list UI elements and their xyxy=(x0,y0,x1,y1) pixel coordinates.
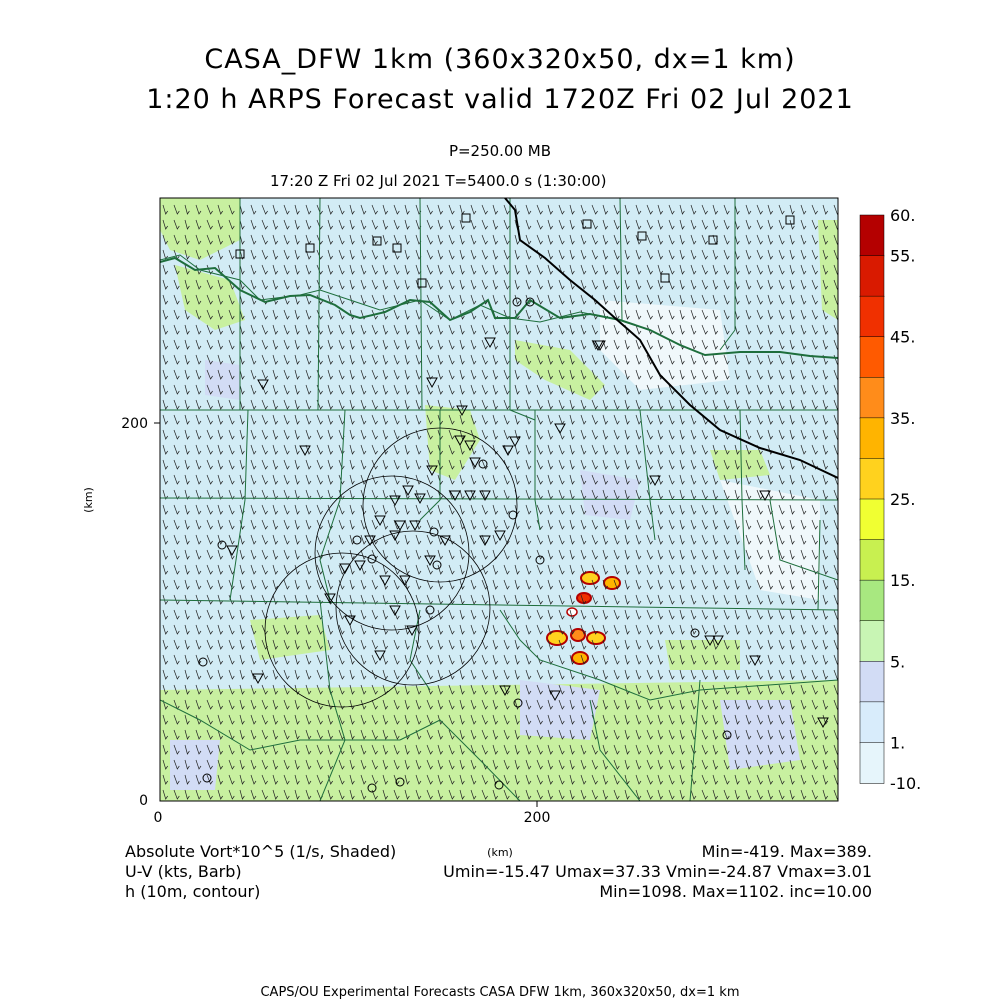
title-line-1: CASA_DFW 1km (360x320x50, dx=1 km) xyxy=(204,44,796,75)
y-tick-label: 0 xyxy=(139,793,148,809)
colorbar-segment xyxy=(860,702,884,743)
pressure-label: P=250.00 MB xyxy=(448,142,552,160)
vorticity-stats: Min=-419. Max=389. xyxy=(701,842,872,861)
colorbar-segment xyxy=(860,580,884,621)
colorbar-segment xyxy=(860,621,884,662)
colorbar-segment xyxy=(860,418,884,459)
x-axis-label: (km) xyxy=(487,846,513,859)
colorbar-segment xyxy=(860,661,884,702)
x-tick-label: 200 xyxy=(523,810,551,826)
colorbar-segment xyxy=(860,742,884,783)
colorbar-label: 35. xyxy=(890,408,916,428)
vorticity-region xyxy=(710,450,770,480)
field-label-height: h (10m, contour) xyxy=(125,882,261,901)
colorbar-label: 1. xyxy=(890,733,906,753)
field-label-vorticity: Absolute Vort*10^5 (1/s, Shaded) xyxy=(125,842,397,861)
colorbar-label: 25. xyxy=(890,490,916,509)
y-tick-label: 200 xyxy=(121,416,148,432)
vorticity-region-low xyxy=(170,740,220,790)
colorbar-label: 60. xyxy=(890,206,916,225)
colorbar xyxy=(860,206,921,793)
colorbar-label: 15. xyxy=(890,571,916,591)
field-label-wind: U-V (kts, Barb) xyxy=(125,862,242,881)
y-axis-label: (km) xyxy=(82,487,95,513)
credit-line: CAPS/OU Experimental Forecasts CASA DFW 1km, 360x320x50, dx=1 km xyxy=(260,985,740,1000)
time-label: 17:20 Z Fri 02 Jul 2021 T=5400.0 s (1:30:00) xyxy=(270,172,607,190)
colorbar-segment xyxy=(860,296,884,337)
title-line-2: 1:20 h ARPS Forecast valid 1720Z Fri 02 Jul 2021 xyxy=(146,84,854,115)
colorbar-label: 5. xyxy=(890,652,906,672)
colorbar-segment xyxy=(860,337,884,378)
vorticity-region-low xyxy=(520,680,600,740)
colorbar-label: 55. xyxy=(890,246,916,266)
x-tick-label: 0 xyxy=(153,810,163,826)
vorticity-region-low xyxy=(720,700,800,770)
height-stats: Min=1098. Max=1102. inc=10.00 xyxy=(599,882,872,901)
colorbar-label: -10. xyxy=(890,774,922,793)
colorbar-segment xyxy=(860,499,884,540)
colorbar-label: 45. xyxy=(890,327,916,347)
colorbar-segment xyxy=(860,377,884,418)
vorticity-region xyxy=(665,640,740,670)
colorbar-segment xyxy=(860,256,884,297)
colorbar-segment xyxy=(860,215,884,256)
colorbar-segment xyxy=(860,458,884,499)
wind-stats: Umin=-15.47 Umax=37.33 Vmin=-24.87 Vmax=3.01 xyxy=(443,862,872,881)
colorbar-segment xyxy=(860,540,884,581)
